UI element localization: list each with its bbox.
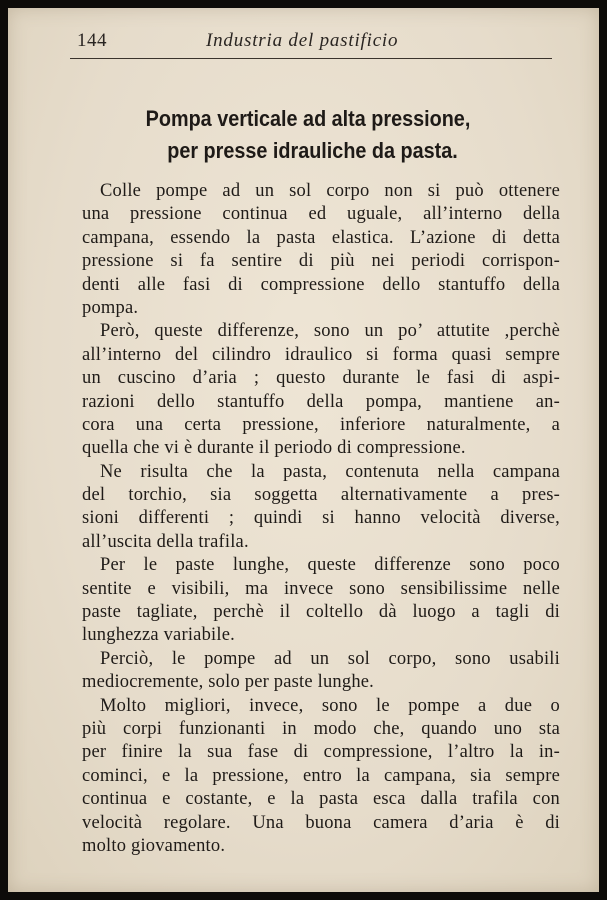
running-title: Industria del pastificio (206, 30, 399, 51)
text-line: Colle pompe ad un sol corpo non si può ottenere (100, 181, 560, 201)
text-line: molto giovamento. (82, 835, 226, 856)
text-line: più corpi funzionanti in modo che, quando uno sta (82, 718, 560, 739)
text-line: campana, essendo la pasta elastica. L’azione di detta (82, 227, 560, 248)
text-line: all’uscita della trafila. (82, 531, 249, 552)
text-line: per finire la sua fase di compressione, l’altro la in- (82, 742, 560, 763)
text-line: del torchio, sia soggetta alternativamente a pres- (82, 485, 560, 506)
text-line: quella che vi è durante il periodo di compressione. (82, 438, 466, 459)
text-line: lunghezza variabile. (82, 625, 235, 646)
text-line: denti alle fasi di compressione dello stantuffo della (82, 274, 560, 295)
text-line: all’interno del cilindro idraulico si forma quasi sempre (82, 344, 560, 365)
body-text (82, 180, 560, 858)
text-line: Per le paste lunghe, queste differenze sono poco (100, 555, 560, 576)
text-line: Però, queste differenze, sono un po’ attutite ,perchè (100, 321, 560, 342)
text-line: paste tagliate, perchè il coltello dà luogo a tagli di (82, 602, 560, 623)
text-line: sentite e visibili, ma invece sono sensibilissime nelle (82, 578, 560, 599)
text-line: velocità regolare. Una buona camera d’aria è di (82, 812, 560, 833)
text-line: Perciò, le pompe ad un sol corpo, sono usabili (100, 648, 560, 669)
text-line: Ne risulta che la pasta, contenuta nella campana (100, 461, 560, 482)
text-line: sioni differenti ; quindi si hanno velocità diverse, (82, 508, 560, 529)
text-line: continua e costante, e la pasta esca dalla trafila con (82, 789, 560, 810)
section-title-line-2: per presse idrauliche da pasta. (167, 138, 458, 163)
text-line: mediocremente, solo per paste lunghe. (82, 672, 374, 693)
text-line: pompa. (82, 297, 139, 318)
section-title-line-1: Pompa verticale ad alta pressione, (145, 106, 471, 131)
header-rule (70, 58, 552, 59)
text-line: Molto migliori, invece, sono le pompe a due o (100, 695, 560, 716)
text-line: cora una certa pressione, inferiore naturalmente, a (82, 414, 560, 435)
page-number: 144 (77, 30, 107, 51)
text-line: un cuscino d’aria ; questo durante le fasi di aspi- (82, 368, 560, 389)
text-line: una pressione continua ed uguale, all’interno della (82, 204, 560, 225)
text-line: razioni dello stantuffo della pompa, mantiene an- (82, 391, 560, 412)
page-header (70, 30, 552, 54)
text-line: pressione si fa sentire di più nei periodi corrispon- (82, 251, 560, 272)
text-line: cominci, e la pressione, entro la campana, sia sempre (82, 765, 560, 786)
section-title (30, 103, 576, 167)
